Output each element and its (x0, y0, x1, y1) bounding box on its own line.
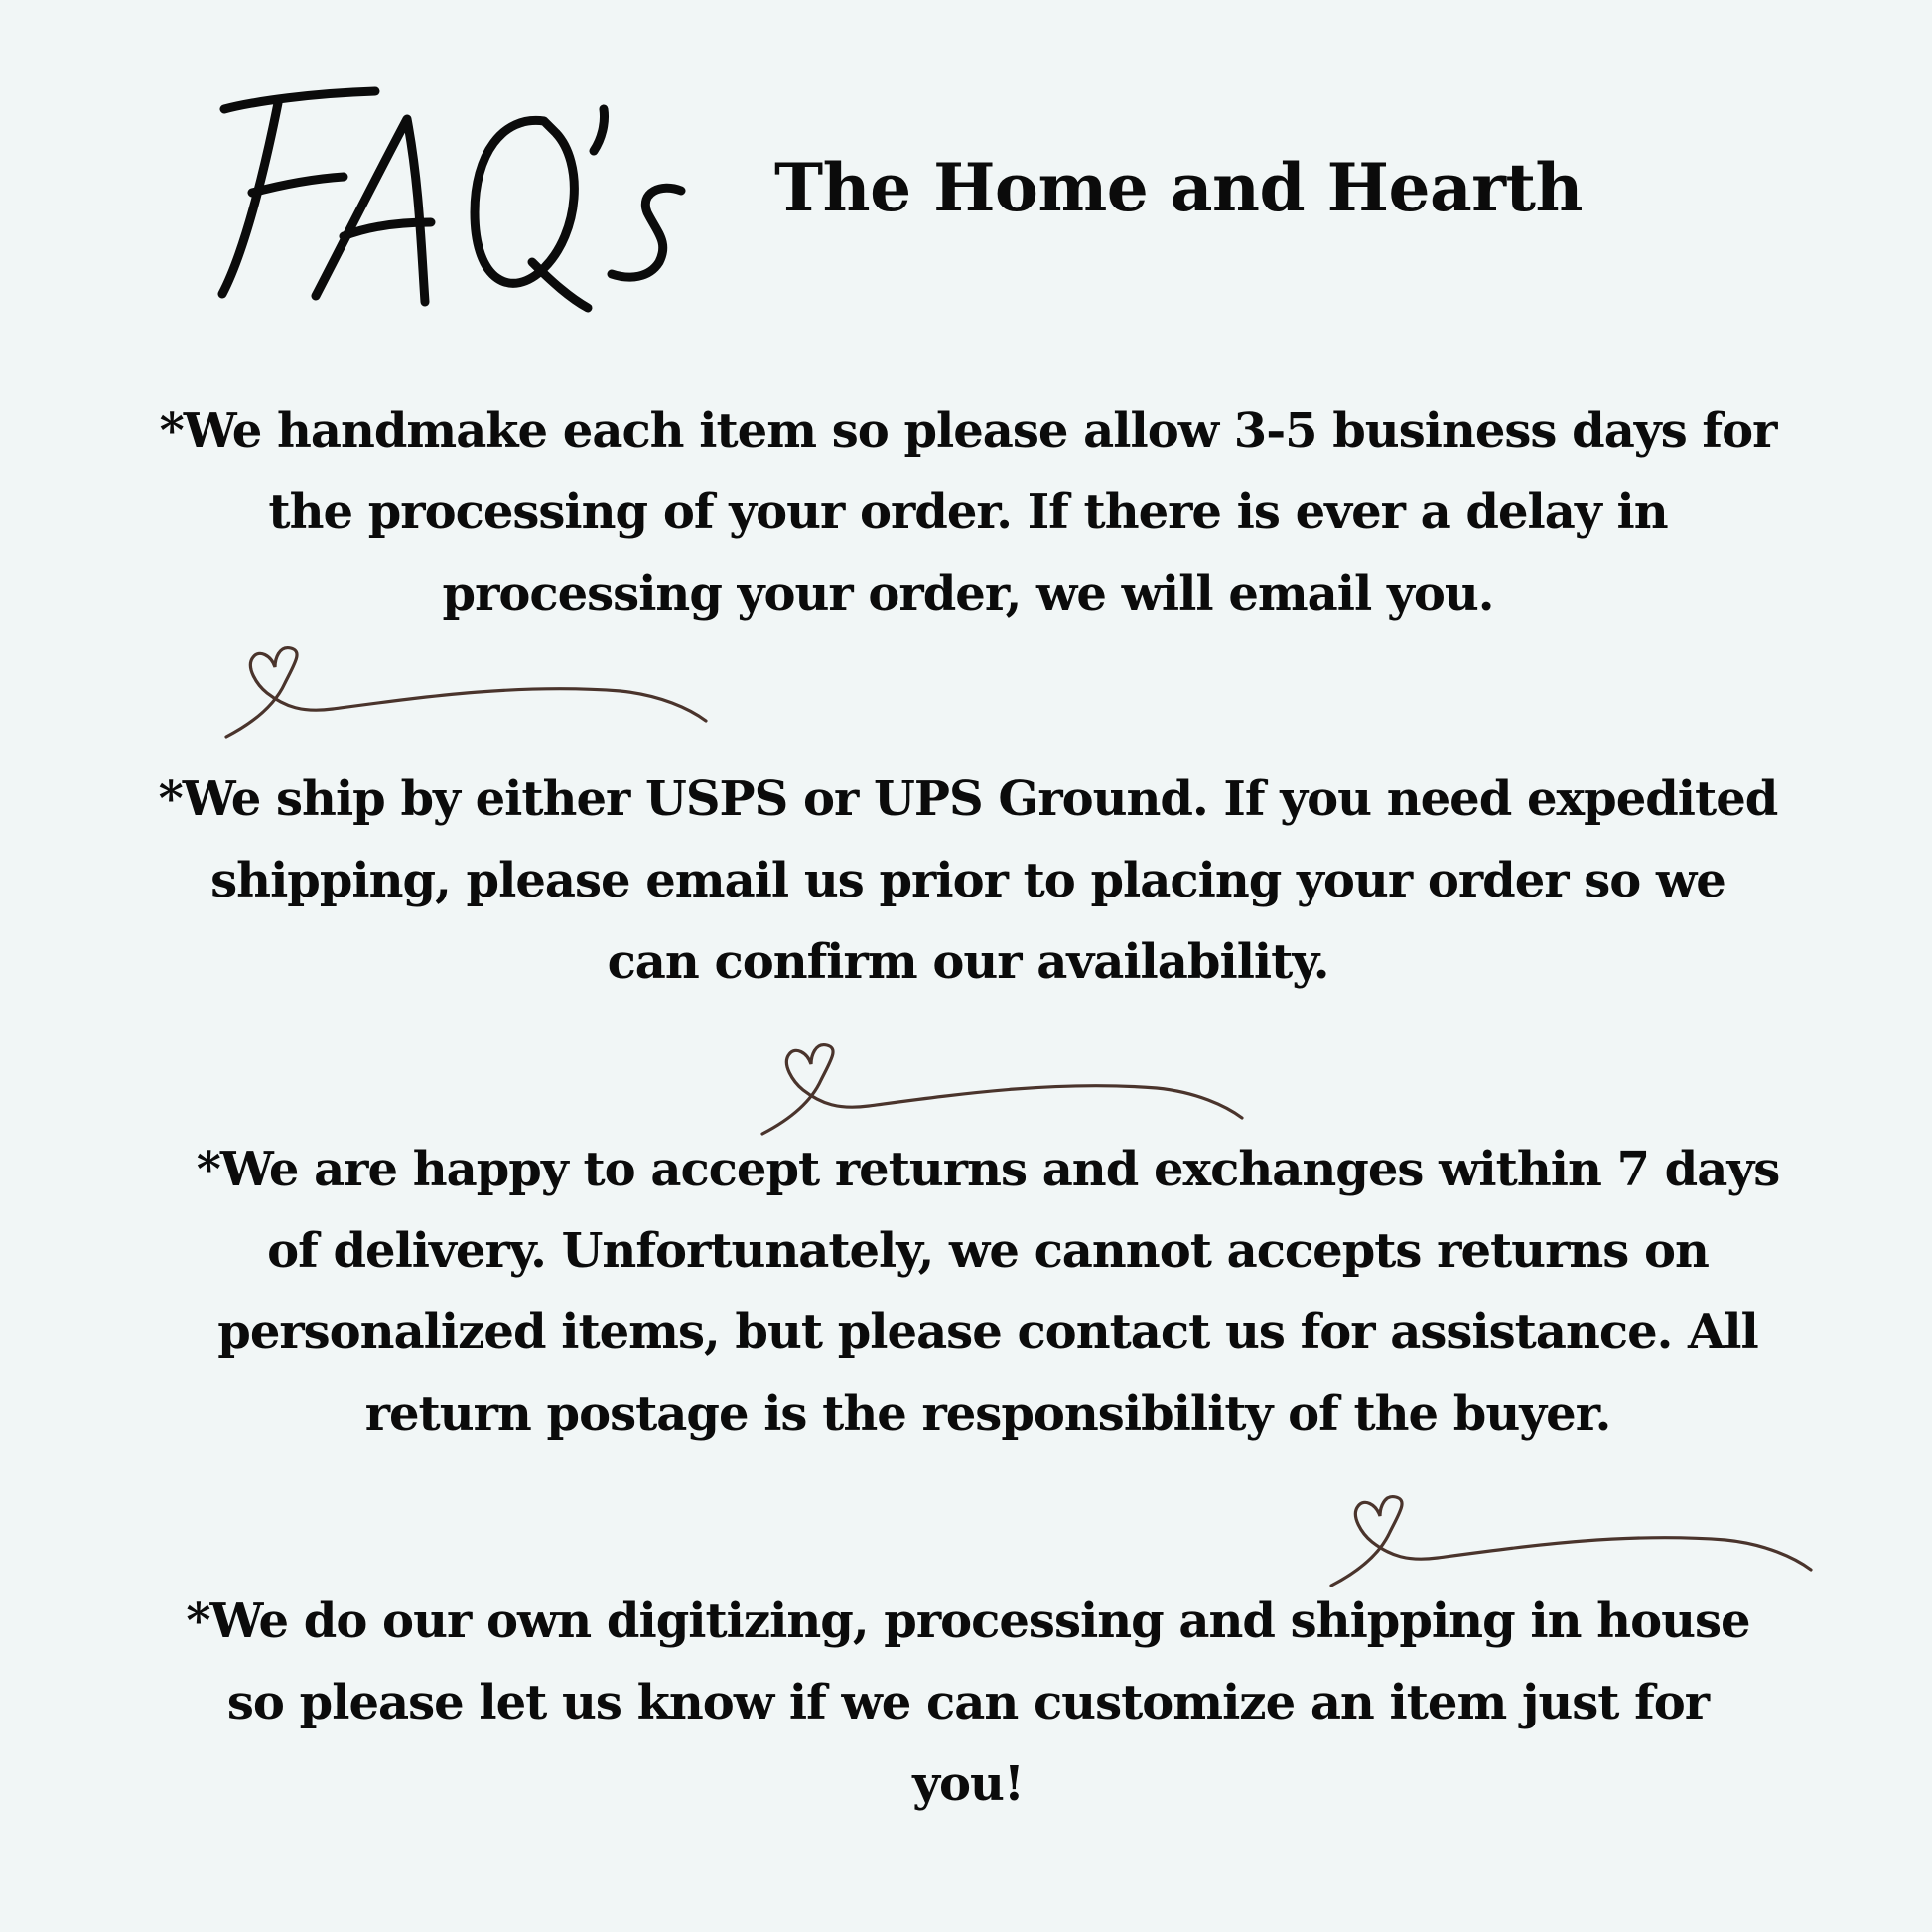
faq-line: can confirm our availability. (607, 934, 1329, 990)
heart-swirl-icon (759, 1042, 1246, 1142)
faq-line: processing your order, we will email you. (442, 566, 1494, 621)
faq-line: return postage is the responsibility of the buyer. (364, 1386, 1611, 1442)
heart-swirl-divider (1328, 1494, 1815, 1593)
faq-line: you! (912, 1756, 1024, 1812)
faq-script-title (195, 83, 711, 332)
faq-line: so please let us know if we can customize an item just for (226, 1675, 1710, 1730)
faq-item-processing (149, 390, 1787, 634)
faq-script-lettering (195, 83, 711, 332)
faq-line: personalized items, but please contact us for assistance. All (217, 1305, 1758, 1360)
faq-line: *We are happy to accept returns and exchanges within 7 days (196, 1142, 1780, 1197)
heart-swirl-icon (1328, 1494, 1815, 1593)
faq-line: of delivery. Unfortunately, we cannot accepts returns on (267, 1223, 1709, 1279)
faq-line: *We handmake each item so please allow 3-5 business days for (159, 403, 1777, 459)
faq-line: shipping, please email us prior to placing your order so we (210, 853, 1725, 908)
faq-item-customization (149, 1581, 1787, 1825)
heart-swirl-icon (223, 645, 710, 745)
faq-item-returns (169, 1129, 1807, 1454)
faq-line: the processing of your order. If there is ever a delay in (268, 484, 1668, 540)
heart-swirl-divider (759, 1042, 1246, 1142)
heart-swirl-divider (223, 645, 710, 745)
shop-name: The Home and Hearth (774, 149, 1583, 226)
faq-item-shipping (149, 759, 1787, 1003)
faq-line: *We ship by either USPS or UPS Ground. If you need expedited (158, 771, 1778, 827)
faq-line: *We do our own digitizing, processing and shipping in house (186, 1593, 1750, 1649)
